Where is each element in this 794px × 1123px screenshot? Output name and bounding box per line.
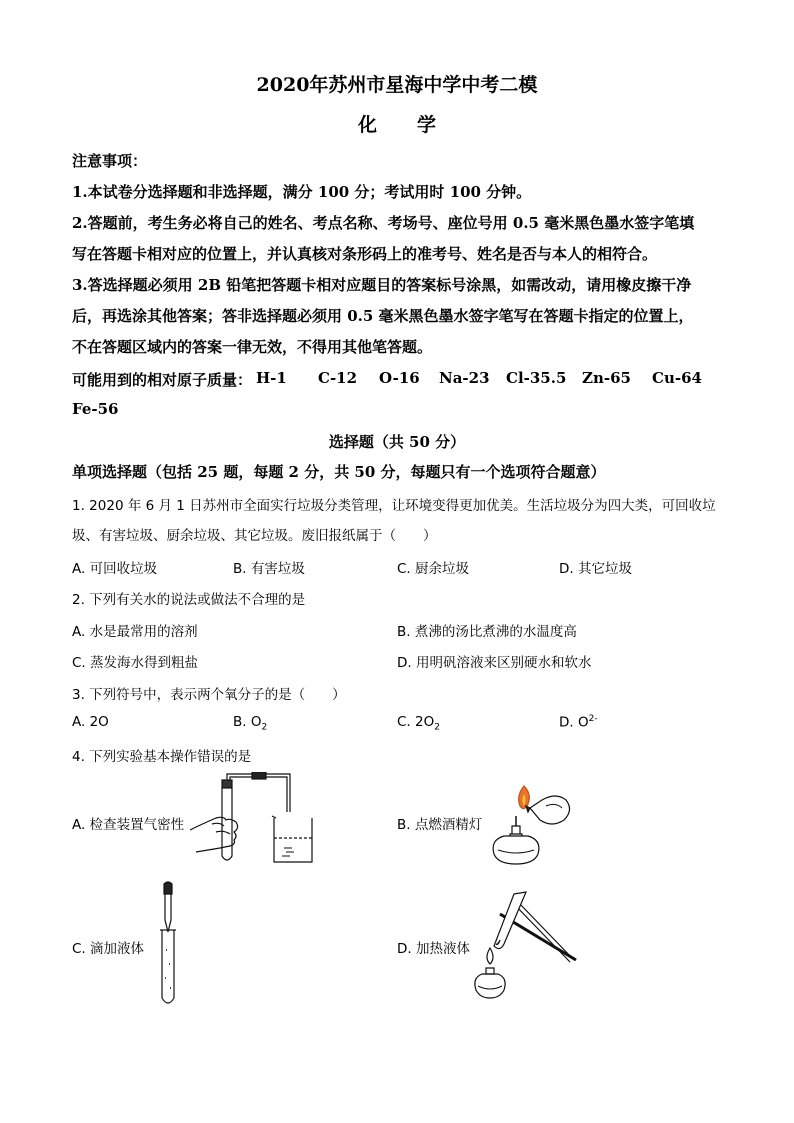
notice-heading: 注意事项： [72, 152, 148, 170]
subject-char-1: 化 [357, 114, 377, 136]
subject-char-2: 学 [417, 114, 437, 136]
drop-liquid-figure [150, 880, 190, 1010]
q3-stem: 3. 下列符号中，表示两个氧分子的是（ ） [72, 687, 346, 703]
mass-fe: Fe-56 [72, 400, 119, 418]
mass-zn: Zn-65 [582, 369, 631, 387]
q3-option-c-sub: 2 [434, 722, 440, 733]
notice-item-3-cont2: 不在答题区域内的答案一律无效，不得用其他笔答题。 [72, 338, 433, 356]
section-instruction: 单项选择题（包括 25 题，每题 2 分，共 50 分，每题只有一个选项符合题意） [72, 463, 606, 481]
q3-option-d-text: D. O [559, 714, 589, 731]
q4-option-c: C. 滴加液体 [72, 941, 145, 957]
q3-option-b [233, 714, 267, 733]
q2-option-d: D. 用明矾溶液来区别硬水和软水 [397, 655, 592, 671]
notice-item-2: 2.答题前，考生务必将自己的姓名、考点名称、考场号、座位号用 0.5 毫米黑色墨水签字笔填 [72, 214, 695, 232]
mass-na: Na-23 [439, 369, 490, 387]
q3-option-b-sub: 2 [261, 722, 268, 733]
section-title: 选择题（共 50 分） [328, 433, 466, 451]
q3-option-c-text: C. 2O [397, 714, 435, 730]
notice-item-3-cont: 后，再选涂其他答案；答非选择题必须用 0.5 毫米黑色墨水签字笔写在答题卡指定的位置上， [72, 307, 694, 325]
heat-liquid-figure [470, 888, 585, 1000]
mass-cu: Cu-64 [652, 369, 702, 387]
q4-option-a: A. 检查装置气密性 [72, 817, 185, 833]
subject-title [0, 110, 794, 137]
mass-h: H-1 [256, 369, 287, 387]
q4-option-b: B. 点燃酒精灯 [397, 817, 483, 833]
atomic-mass-label: 可能用到的相对原子质量： [72, 371, 253, 389]
q3-option-c [397, 714, 440, 733]
airtightness-check-figure [190, 772, 330, 868]
notice-item-3: 3.答选择题必须用 2B 铅笔把答题卡相对应题目的答案标号涂黑，如需改动，请用橡皮擦干净 [72, 276, 692, 294]
q4-option-d: D. 加热液体 [397, 941, 470, 957]
notice-item-1: 1.本试卷分选择题和非选择题，满分 100 分；考试用时 100 分钟。 [72, 183, 532, 201]
q1-option-b: B. 有害垃圾 [233, 561, 305, 577]
q3-option-b-text: B. O [233, 714, 262, 730]
q1-stem-line1: 1. 2020 年 6 月 1 日苏州市全面实行垃圾分类管理，让环境变得更加优美。生活垃圾分为四大类，可回收垃 [72, 498, 716, 514]
q1-option-a: A. 可回收垃圾 [72, 561, 158, 577]
q4-stem: 4. 下列实验基本操作错误的是 [72, 749, 252, 765]
q3-option-a [72, 714, 109, 730]
q2-option-b: B. 煮沸的汤比煮沸的水温度高 [397, 624, 577, 640]
q3-option-d [559, 714, 598, 731]
mass-c: C-12 [318, 369, 358, 387]
q1-option-c: C. 厨余垃圾 [397, 561, 470, 577]
q2-option-c: C. 蒸发海水得到粗盐 [72, 655, 199, 671]
q2-option-a: A. 水是最常用的溶剂 [72, 624, 198, 640]
exam-title: 2020年苏州市星海中学中考二模 [256, 74, 538, 96]
mass-o: O-16 [379, 369, 420, 387]
q2-stem: 2. 下列有关水的说法或做法不合理的是 [72, 592, 306, 608]
q1-stem-line2: 圾、有害垃圾、厨余垃圾、其它垃圾。废旧报纸属于（ ） [72, 528, 437, 544]
notice-item-2-cont: 写在答题卡相对应的位置上，并认真核对条形码上的准考号、姓名是否与本人的相符合。 [72, 245, 658, 263]
q3-option-d-sup: 2- [588, 714, 598, 724]
q3-option-a-text: A. 2O [72, 714, 109, 730]
q1-option-d: D. 其它垃圾 [559, 561, 632, 577]
mass-cl: Cl-35.5 [506, 369, 567, 387]
light-alcohol-lamp-figure [486, 776, 586, 872]
